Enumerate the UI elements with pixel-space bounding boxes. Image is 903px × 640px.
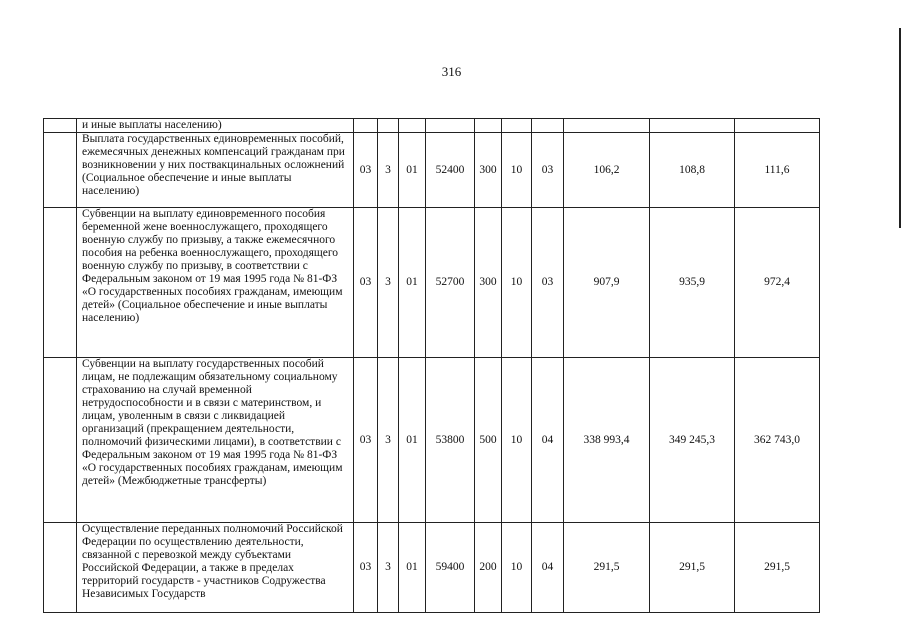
page-number: 316: [441, 64, 462, 79]
program-code-cell: [354, 119, 378, 133]
budget-table: [43, 118, 820, 613]
section-code-cell: [502, 119, 532, 133]
program-code-cell: 03: [354, 208, 378, 358]
row-blank-cell: [44, 358, 77, 523]
direction-code-cell: 59400: [426, 523, 475, 613]
expense-type-cell: 300: [475, 133, 502, 208]
section-code-cell: 10: [502, 358, 532, 523]
expense-type-cell: [475, 119, 502, 133]
program-code-cell: 03: [354, 133, 378, 208]
row-name-cell: Выплата государственных единовременных пособий, ежемесячных денежных компенсаций гражданам при возникновении у них поствакцинальных осложнений (Социальное обеспечение и иные выплаты населению): [77, 133, 354, 208]
direction-code-cell: 52700: [426, 208, 475, 358]
item-code-cell: 01: [399, 133, 426, 208]
amount-cell-third: 291,5: [735, 523, 820, 613]
amount-cell-third: 362 743,0: [735, 358, 820, 523]
table-body: [44, 119, 820, 613]
amount-cell-third: 972,4: [735, 208, 820, 358]
row-name-cell: Осуществление переданных полномочий Российской Федерации по осуществлению деятельности, связанной с перевозкой между субъектами Российской Федерации, а также в пределах территорий государств - участников Содружества Независимых Государств: [77, 523, 354, 613]
expense-type-cell: 200: [475, 523, 502, 613]
amount-cell-first: [564, 119, 650, 133]
amount-cell-second: 108,8: [650, 133, 735, 208]
amount-cell-third: [735, 119, 820, 133]
table-row: [44, 358, 820, 523]
subprogram-code-cell: 3: [378, 358, 399, 523]
amount-cell-first: 907,9: [564, 208, 650, 358]
subsection-code-cell: 03: [532, 208, 564, 358]
subprogram-code-cell: 3: [378, 133, 399, 208]
direction-code-cell: 53800: [426, 358, 475, 523]
program-code-cell: 03: [354, 523, 378, 613]
item-code-cell: 01: [399, 523, 426, 613]
item-code-cell: [399, 119, 426, 133]
row-name-cell: Субвенции на выплату единовременного пособия беременной жене военнослужащего, проходящего военную службу по призыву, а также ежемесячного пособия на ребенка военнослужащего, проходящего военную службу по призыву, в соответствии с Федеральным законом от 19 мая 1995 года № 81-ФЗ «О государственных пособиях гражданам, имеющим детей» (Социальное обеспечение и иные выплаты населению): [77, 208, 354, 358]
amount-cell-third: 111,6: [735, 133, 820, 208]
row-blank-cell: [44, 523, 77, 613]
table-row: [44, 523, 820, 613]
amount-cell-second: 349 245,3: [650, 358, 735, 523]
subprogram-code-cell: 3: [378, 208, 399, 358]
table-row: [44, 119, 820, 133]
direction-code-cell: 52400: [426, 133, 475, 208]
row-blank-cell: [44, 208, 77, 358]
subsection-code-cell: 04: [532, 358, 564, 523]
item-code-cell: 01: [399, 208, 426, 358]
item-code-cell: 01: [399, 358, 426, 523]
subsection-code-cell: [532, 119, 564, 133]
amount-cell-first: 106,2: [564, 133, 650, 208]
amount-cell-second: [650, 119, 735, 133]
expense-type-cell: 300: [475, 208, 502, 358]
subprogram-code-cell: 3: [378, 523, 399, 613]
section-code-cell: 10: [502, 523, 532, 613]
row-name-cell: Субвенции на выплату государственных пособий лицам, не подлежащим обязательному социальному страхованию на случай временной нетрудоспособности и в связи с материнством, и лицам, уволенным в связи с ликвидацией организаций (прекращением деятельности, полномочий физическими лицами), в соответствии с Федеральным законом от 19 мая 1995 года № 81-ФЗ «О государственных пособиях гражданам, имеющим детей» (Межбюджетные трансферты): [77, 358, 354, 523]
row-name-cell: и иные выплаты населению): [77, 119, 354, 133]
section-code-cell: 10: [502, 133, 532, 208]
amount-cell-second: 291,5: [650, 523, 735, 613]
amount-cell-first: 291,5: [564, 523, 650, 613]
row-blank-cell: [44, 133, 77, 208]
subsection-code-cell: 03: [532, 133, 564, 208]
program-code-cell: 03: [354, 358, 378, 523]
expense-type-cell: 500: [475, 358, 502, 523]
section-code-cell: 10: [502, 208, 532, 358]
subprogram-code-cell: [378, 119, 399, 133]
direction-code-cell: [426, 119, 475, 133]
table-row: [44, 208, 820, 358]
page-edge-mark: [899, 28, 901, 228]
row-blank-cell: [44, 119, 77, 133]
amount-cell-first: 338 993,4: [564, 358, 650, 523]
amount-cell-second: 935,9: [650, 208, 735, 358]
table-row: [44, 133, 820, 208]
subsection-code-cell: 04: [532, 523, 564, 613]
